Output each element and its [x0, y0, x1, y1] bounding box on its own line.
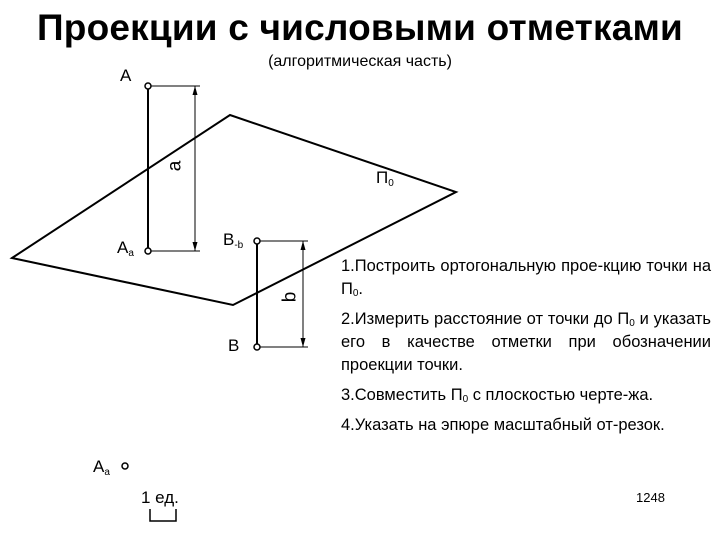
label-point-a-projection: [117, 238, 134, 258]
step-1-text: 1.Построить ортогональную прое-кцию точки на П: [341, 257, 711, 298]
unit-scale-label: 1 ед.: [141, 488, 179, 507]
point-a-projection: [145, 248, 151, 254]
step-3: [341, 384, 711, 407]
point-a: [145, 83, 151, 89]
label-point-a: [120, 66, 131, 86]
point-b: [254, 344, 260, 350]
subtitle-text: (алгоритмическая часть): [268, 53, 452, 70]
label-distance-b: [280, 292, 300, 303]
label-a-projection-sub: a: [128, 248, 134, 259]
label-b-projection-text: B: [223, 230, 235, 249]
label-a-projection-text: A: [117, 238, 129, 257]
slide-title: Проекции с числовыми отметками: [36, 7, 684, 48]
step-3-text: 3.Совместить П: [341, 386, 463, 404]
step-2-sub: 0: [629, 318, 635, 329]
step-2: [341, 308, 711, 377]
label-point-b-projection: [223, 230, 243, 250]
step-3-sub: 0: [462, 394, 469, 405]
step-4: [341, 414, 711, 437]
label-scale-point-text: A: [93, 457, 105, 476]
label-point-a-text: A: [120, 66, 132, 85]
dimension-arrow-b-top: [301, 241, 306, 250]
unit-scale-bracket: [150, 509, 176, 521]
label-distance-b-text: b: [279, 291, 301, 303]
label-distance-a: [165, 161, 185, 172]
scale-example-point: [122, 463, 128, 469]
dimension-arrow-b-bottom: [301, 338, 306, 347]
label-plane-p0: [376, 168, 394, 188]
dimension-arrow-a-top: [193, 86, 198, 95]
step-2-text: 2.Измерить расстояние от точки до П: [341, 310, 630, 328]
label-scale-point-sub: a: [104, 467, 110, 478]
label-point-b: [228, 336, 239, 356]
step-1-after: .: [358, 280, 364, 298]
step-3-after: с плоскостью черте-жа.: [468, 386, 654, 404]
page-number: 1248: [636, 490, 665, 505]
label-plane-p0-text: П: [376, 168, 389, 187]
label-scale-point: [93, 457, 110, 477]
step-1: [341, 255, 711, 301]
step-1-sub: 0: [352, 288, 359, 299]
label-point-b-text: B: [228, 336, 240, 355]
point-b-projection: [254, 238, 260, 244]
step-2-after: и указать его в качестве отметки при обозначении проекции точки.: [341, 310, 711, 374]
label-plane-p0-sub: 0: [388, 178, 394, 189]
label-b-projection-sub: -b: [234, 240, 244, 251]
step-4-text: 4.Указать на эпюре масштабный от-резок.: [341, 416, 665, 434]
dimension-arrow-a-bottom: [193, 242, 198, 251]
algorithm-steps: [341, 255, 711, 444]
label-distance-a-text: a: [164, 160, 186, 172]
